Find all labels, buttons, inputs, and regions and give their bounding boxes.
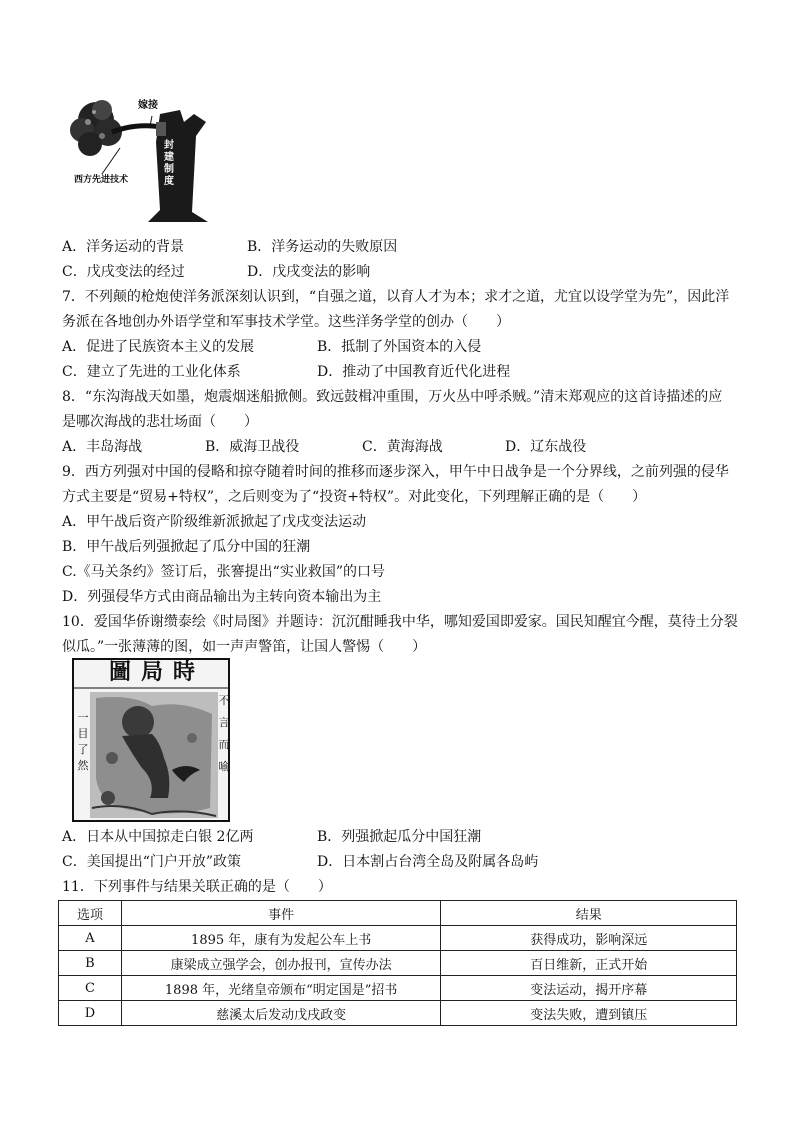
table-cell-result: 百日维新，正式开始 xyxy=(441,951,737,976)
table-cell-event: 慈溪太后发动戊戌政变 xyxy=(121,1001,441,1026)
table-row[interactable] xyxy=(59,1001,737,1026)
q10-option-c[interactable]: C．美国提出“门户开放”政策 xyxy=(62,854,242,870)
table-cell-result: 变法失败，遭到镇压 xyxy=(441,1001,737,1026)
q8-option-c[interactable]: C．黄海海战 xyxy=(362,439,443,455)
q6-option-a[interactable]: A．洋务运动的背景 xyxy=(62,239,185,255)
q11-stem: 11．下列事件与结果关联正确的是（ ） xyxy=(62,879,332,895)
table-cell-event: 1898 年，光绪皇帝颁布“明定国是”招书 xyxy=(121,976,441,1001)
table-cell-event: 1895 年，康有为发起公车上书 xyxy=(121,926,441,951)
q7-option-b[interactable]: B．抵制了外国资本的入侵 xyxy=(317,339,482,355)
feudal-system-label: 封建制度 xyxy=(164,140,174,187)
table-cell-option: C xyxy=(59,976,122,1001)
q9-stem-line2: 方式主要是“贸易+特权”，之后则变为了“投资+特权”。对此变化，下列理解正确的是（ ） xyxy=(62,489,647,505)
q10-option-b[interactable]: B．列强掀起瓜分中国狂潮 xyxy=(317,829,482,845)
q9-option-a[interactable]: A．甲午战后资产阶级维新派掀起了戊戌变法运动 xyxy=(62,514,367,530)
table-cell-option: D xyxy=(59,1001,122,1026)
grafting-tree-figure xyxy=(68,92,218,226)
q9-option-b[interactable]: B．甲午战后列强掀起了瓜分中国的狂潮 xyxy=(62,539,311,555)
q9-option-c[interactable]: C.《马关条约》签订后，张謇提出“实业救国”的口号 xyxy=(62,564,385,580)
q8-option-d[interactable]: D．辽东战役 xyxy=(505,439,587,455)
q7-stem-line2: 务派在各地创办外语学堂和军事技术学堂。这些洋务学堂的创办（ ） xyxy=(62,314,510,330)
q6-option-c[interactable]: C．戊戌变法的经过 xyxy=(62,264,185,280)
table-header-row xyxy=(59,901,737,926)
table-cell-option: B xyxy=(59,951,122,976)
table-row[interactable] xyxy=(59,976,737,1001)
q9-stem-line1: 9．西方列强对中国的侵略和掠夺随着时间的推移而逐步深入，甲午中日战争是一个分界线，之前列强的侵华 xyxy=(62,464,729,480)
q7-stem-line1: 7．不列颠的枪炮使洋务派深刻认识到，“自强之道，以育人才为本；求才之道，尤宜以设学堂为先”，因此洋 xyxy=(62,289,730,305)
q9-option-d[interactable]: D．列强侵华方式由商品输出为主转向资本输出为主 xyxy=(62,589,382,605)
table-cell-result: 获得成功，影响深远 xyxy=(441,926,737,951)
table-row[interactable] xyxy=(59,926,737,951)
table-cell-option: A xyxy=(59,926,122,951)
q6-option-d[interactable]: D．戊戌变法的影响 xyxy=(247,264,371,280)
q7-option-a[interactable]: A．促进了民族资本主义的发展 xyxy=(62,339,255,355)
table-header-result: 结果 xyxy=(441,901,737,926)
q8-option-a[interactable]: A．丰岛海战 xyxy=(62,439,143,455)
table-row[interactable] xyxy=(59,951,737,976)
situation-map-title: 圖局時 xyxy=(108,659,205,685)
table-cell-result: 变法运动，揭开序幕 xyxy=(441,976,737,1001)
q7-option-c[interactable]: C．建立了先进的工业化体系 xyxy=(62,364,241,380)
situation-map-side-text-left: 一目了然 xyxy=(77,711,89,772)
q8-stem-line1: 8．“东沟海战天如墨，炮震烟迷船掀侧。致远鼓楫冲重围，万火丛中呼杀贼。”清末郑观应的这首诗描述的应 xyxy=(62,389,723,405)
q8-option-b[interactable]: B．威海卫战役 xyxy=(205,439,300,455)
q6-option-b[interactable]: B．洋务运动的失败原因 xyxy=(247,239,398,255)
q7-option-d[interactable]: D．推动了中国教育近代化进程 xyxy=(317,364,511,380)
table-cell-event: 康梁成立强学会，创办报刊，宣传办法 xyxy=(121,951,441,976)
western-tech-label: 西方先进技术 xyxy=(74,175,129,185)
table-header-event: 事件 xyxy=(121,901,441,926)
q10-option-d[interactable]: D．日本割占台湾全岛及附属各岛屿 xyxy=(317,854,539,870)
q8-stem-line2: 是哪次海战的悲壮场面（ ） xyxy=(62,414,258,430)
q10-stem-line2: 似瓜。”一张薄薄的图，如一声声警笛，让国人警惕（ ） xyxy=(62,639,427,655)
foliage-icon xyxy=(70,100,122,156)
graft-label: 嫁接 xyxy=(138,100,158,111)
situation-map-side-text-right: 不言而喻 xyxy=(218,694,230,773)
table-header-option: 选项 xyxy=(59,901,122,926)
q11-events-table xyxy=(58,900,737,1026)
q10-option-a[interactable]: A．日本从中国掠走白银 2亿两 xyxy=(62,829,254,845)
q10-stem-line1: 10．爱国华侨谢缵泰绘《时局图》并题诗：沉沉酣睡我中华，哪知爱国即爱家。国民知醒宜今醒，莫待土分裂 xyxy=(62,614,738,630)
